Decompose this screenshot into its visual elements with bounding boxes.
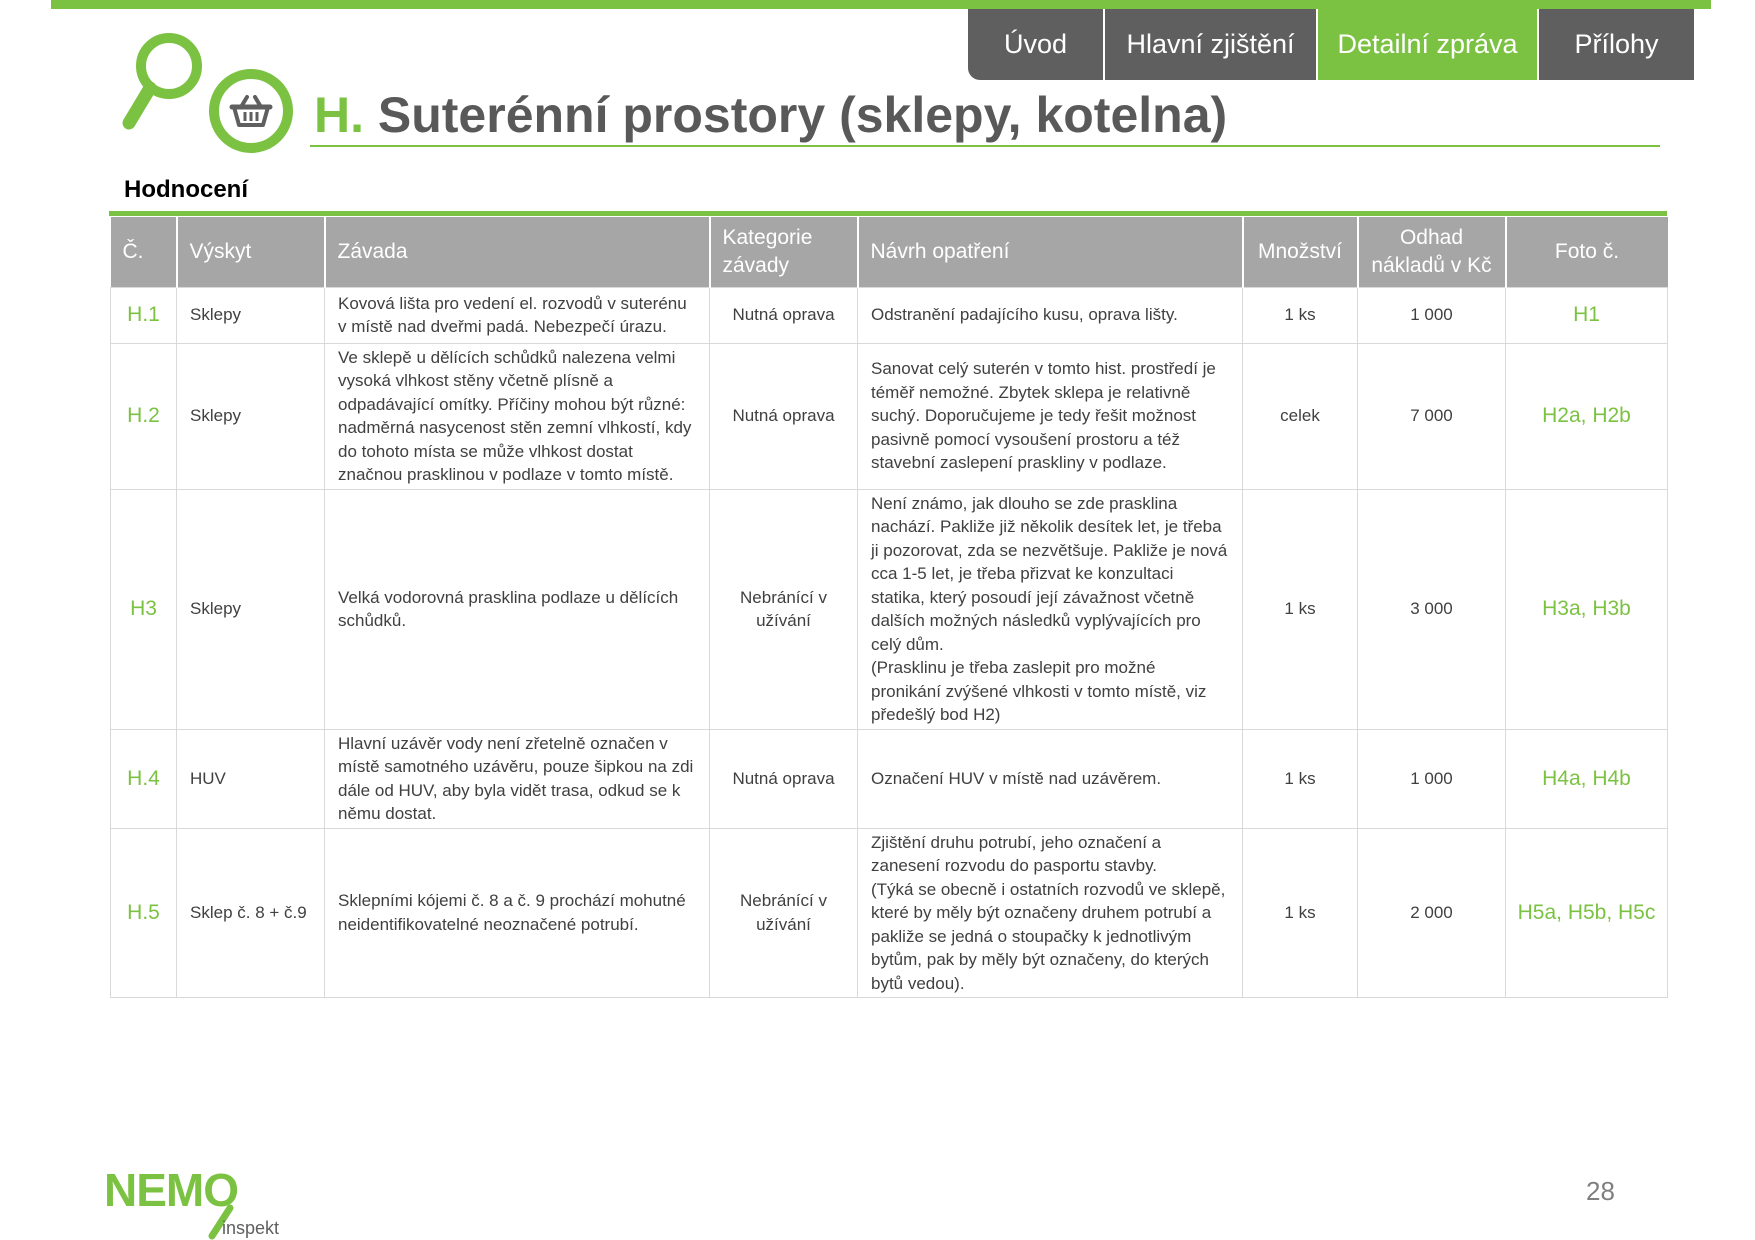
tab-prilohy[interactable]: Přílohy — [1539, 9, 1694, 80]
row-quantity: 1 ks — [1243, 729, 1358, 828]
title-letter: H. — [314, 87, 364, 143]
table-row — [111, 343, 1668, 489]
col-header-cost: Odhad nákladů v Kč — [1358, 217, 1506, 287]
nemo-inspekt-logo — [104, 1164, 284, 1240]
row-measure: Označení HUV v místě nad uzávěrem. — [858, 729, 1243, 828]
row-number: H.4 — [111, 729, 177, 828]
magnifier-basket-icon — [122, 28, 297, 156]
row-defect: Hlavní uzávěr vody není zřetelně označen v místě samotného uzávěru, pouze šipkou na zdi dále od HUV, aby byla vidět trasa, odkud se k němu dostat. — [325, 729, 710, 828]
row-cost: 3 000 — [1358, 489, 1506, 729]
tab-uvod[interactable]: Úvod — [968, 9, 1105, 80]
row-photo-ref: H4a, H4b — [1506, 729, 1668, 828]
row-category: Nutná oprava — [710, 343, 858, 489]
section-divider — [109, 211, 1667, 216]
table-row — [111, 828, 1668, 998]
row-cost: 7 000 — [1358, 343, 1506, 489]
evaluation-table — [110, 217, 1668, 998]
row-quantity: 1 ks — [1243, 489, 1358, 729]
row-photo-ref: H5a, H5b, H5c — [1506, 828, 1668, 998]
row-location: Sklepy — [177, 343, 325, 489]
table-row — [111, 489, 1668, 729]
col-header-defect: Závada — [325, 217, 710, 287]
col-header-measure: Návrh opatření — [858, 217, 1243, 287]
top-accent-bar — [51, 0, 1711, 9]
row-defect: Ve sklepě u dělících schůdků nalezena velmi vysoká vlhkost stěny včetně plísně a odpadávající omítky. Příčiny mohou být různé: nadměrná nasycenost stěn zemní vlhkostí, kdy do tohoto místa se může vlhkost dostat značnou prasklinou v podlaze v tomto místě. — [325, 343, 710, 489]
row-measure: Odstranění padajícího kusu, oprava lišty. — [858, 287, 1243, 343]
row-quantity: 1 ks — [1243, 828, 1358, 998]
row-category: Nebránící v užívání — [710, 828, 858, 998]
row-cost: 1 000 — [1358, 729, 1506, 828]
row-category: Nutná oprava — [710, 729, 858, 828]
row-measure: Zjištění druhu potrubí, jeho označení a zanesení rozvodu do pasportu stavby. (Týká se obecně i ostatních rozvodů ve sklepě, které by měly být označeny druhem potrubí a pakliže se jedná o stoupačky k jednotlivým bytům, pak by měly být označeny, do kterých bytů vedou). — [858, 828, 1243, 998]
row-cost: 1 000 — [1358, 287, 1506, 343]
row-category: Nutná oprava — [710, 287, 858, 343]
row-defect: Velká vodorovná prasklina podlaze u dělících schůdků. — [325, 489, 710, 729]
row-measure: Není známo, jak dlouho se zde prasklina nachází. Pakliže již několik desítek let, je třeba ji pozorovat, zda se nezvětšuje. Pakliže je nová cca 1-5 let, je třeba přizvat ke konzultaci statika, který posoudí její závažnost včetně dalších možných následků vyplývajících pro celý dům. (Prasklinu je třeba zaslepit pro možné pronikání zvýšené vlhkosti v tomto místě, viz předešlý bod H2) — [858, 489, 1243, 729]
row-quantity: celek — [1243, 343, 1358, 489]
row-defect: Kovová lišta pro vedení el. rozvodů v suterénu v místě nad dveřmi padá. Nebezpečí úrazu. — [325, 287, 710, 343]
logo-subtext: inspekt — [222, 1218, 280, 1238]
row-location: HUV — [177, 729, 325, 828]
row-location: Sklep č. 8 + č.9 — [177, 828, 325, 998]
row-number: H.1 — [111, 287, 177, 343]
row-number: H.2 — [111, 343, 177, 489]
row-measure: Sanovat celý suterén v tomto hist. prostředí je téměř nemožné. Zbytek sklepa je relativně suchý. Doporučujeme je tedy řešit možnost pasivně pomocí vysoušení prostoru a též stavební zaslepení praskliny v podlaze. — [858, 343, 1243, 489]
table-row — [111, 287, 1668, 343]
row-defect: Sklepními kójemi č. 8 a č. 9 prochází mohutné neidentifikovatelné neoznačené potrubí. — [325, 828, 710, 998]
col-header-number: Č. — [111, 217, 177, 287]
section-heading: Hodnocení — [124, 176, 248, 203]
row-photo-ref: H3a, H3b — [1506, 489, 1668, 729]
row-number: H.5 — [111, 828, 177, 998]
row-location: Sklepy — [177, 489, 325, 729]
table-header-row — [111, 217, 1668, 287]
row-category: Nebránící v užívání — [710, 489, 858, 729]
col-header-location: Výskyt — [177, 217, 325, 287]
logo-text: NEMO — [104, 1164, 238, 1216]
title-text: Suterénní prostory (sklepy, kotelna) — [364, 87, 1228, 143]
tab-hlavni-zjisteni[interactable]: Hlavní zjištění — [1105, 9, 1318, 80]
row-photo-ref: H2a, H2b — [1506, 343, 1668, 489]
section-tabs — [968, 9, 1694, 80]
row-number: H3 — [111, 489, 177, 729]
col-header-quantity: Množství — [1243, 217, 1358, 287]
col-header-photo: Foto č. — [1506, 217, 1668, 287]
page-number: 28 — [1586, 1176, 1615, 1206]
tab-detailni-zprava[interactable]: Detailní zpráva — [1318, 9, 1539, 80]
row-location: Sklepy — [177, 287, 325, 343]
row-quantity: 1 ks — [1243, 287, 1358, 343]
row-cost: 2 000 — [1358, 828, 1506, 998]
title-underline — [310, 145, 1660, 147]
table-row — [111, 729, 1668, 828]
col-header-category: Kategorie závady — [710, 217, 858, 287]
row-photo-ref: H1 — [1506, 287, 1668, 343]
page-title — [314, 86, 1227, 144]
